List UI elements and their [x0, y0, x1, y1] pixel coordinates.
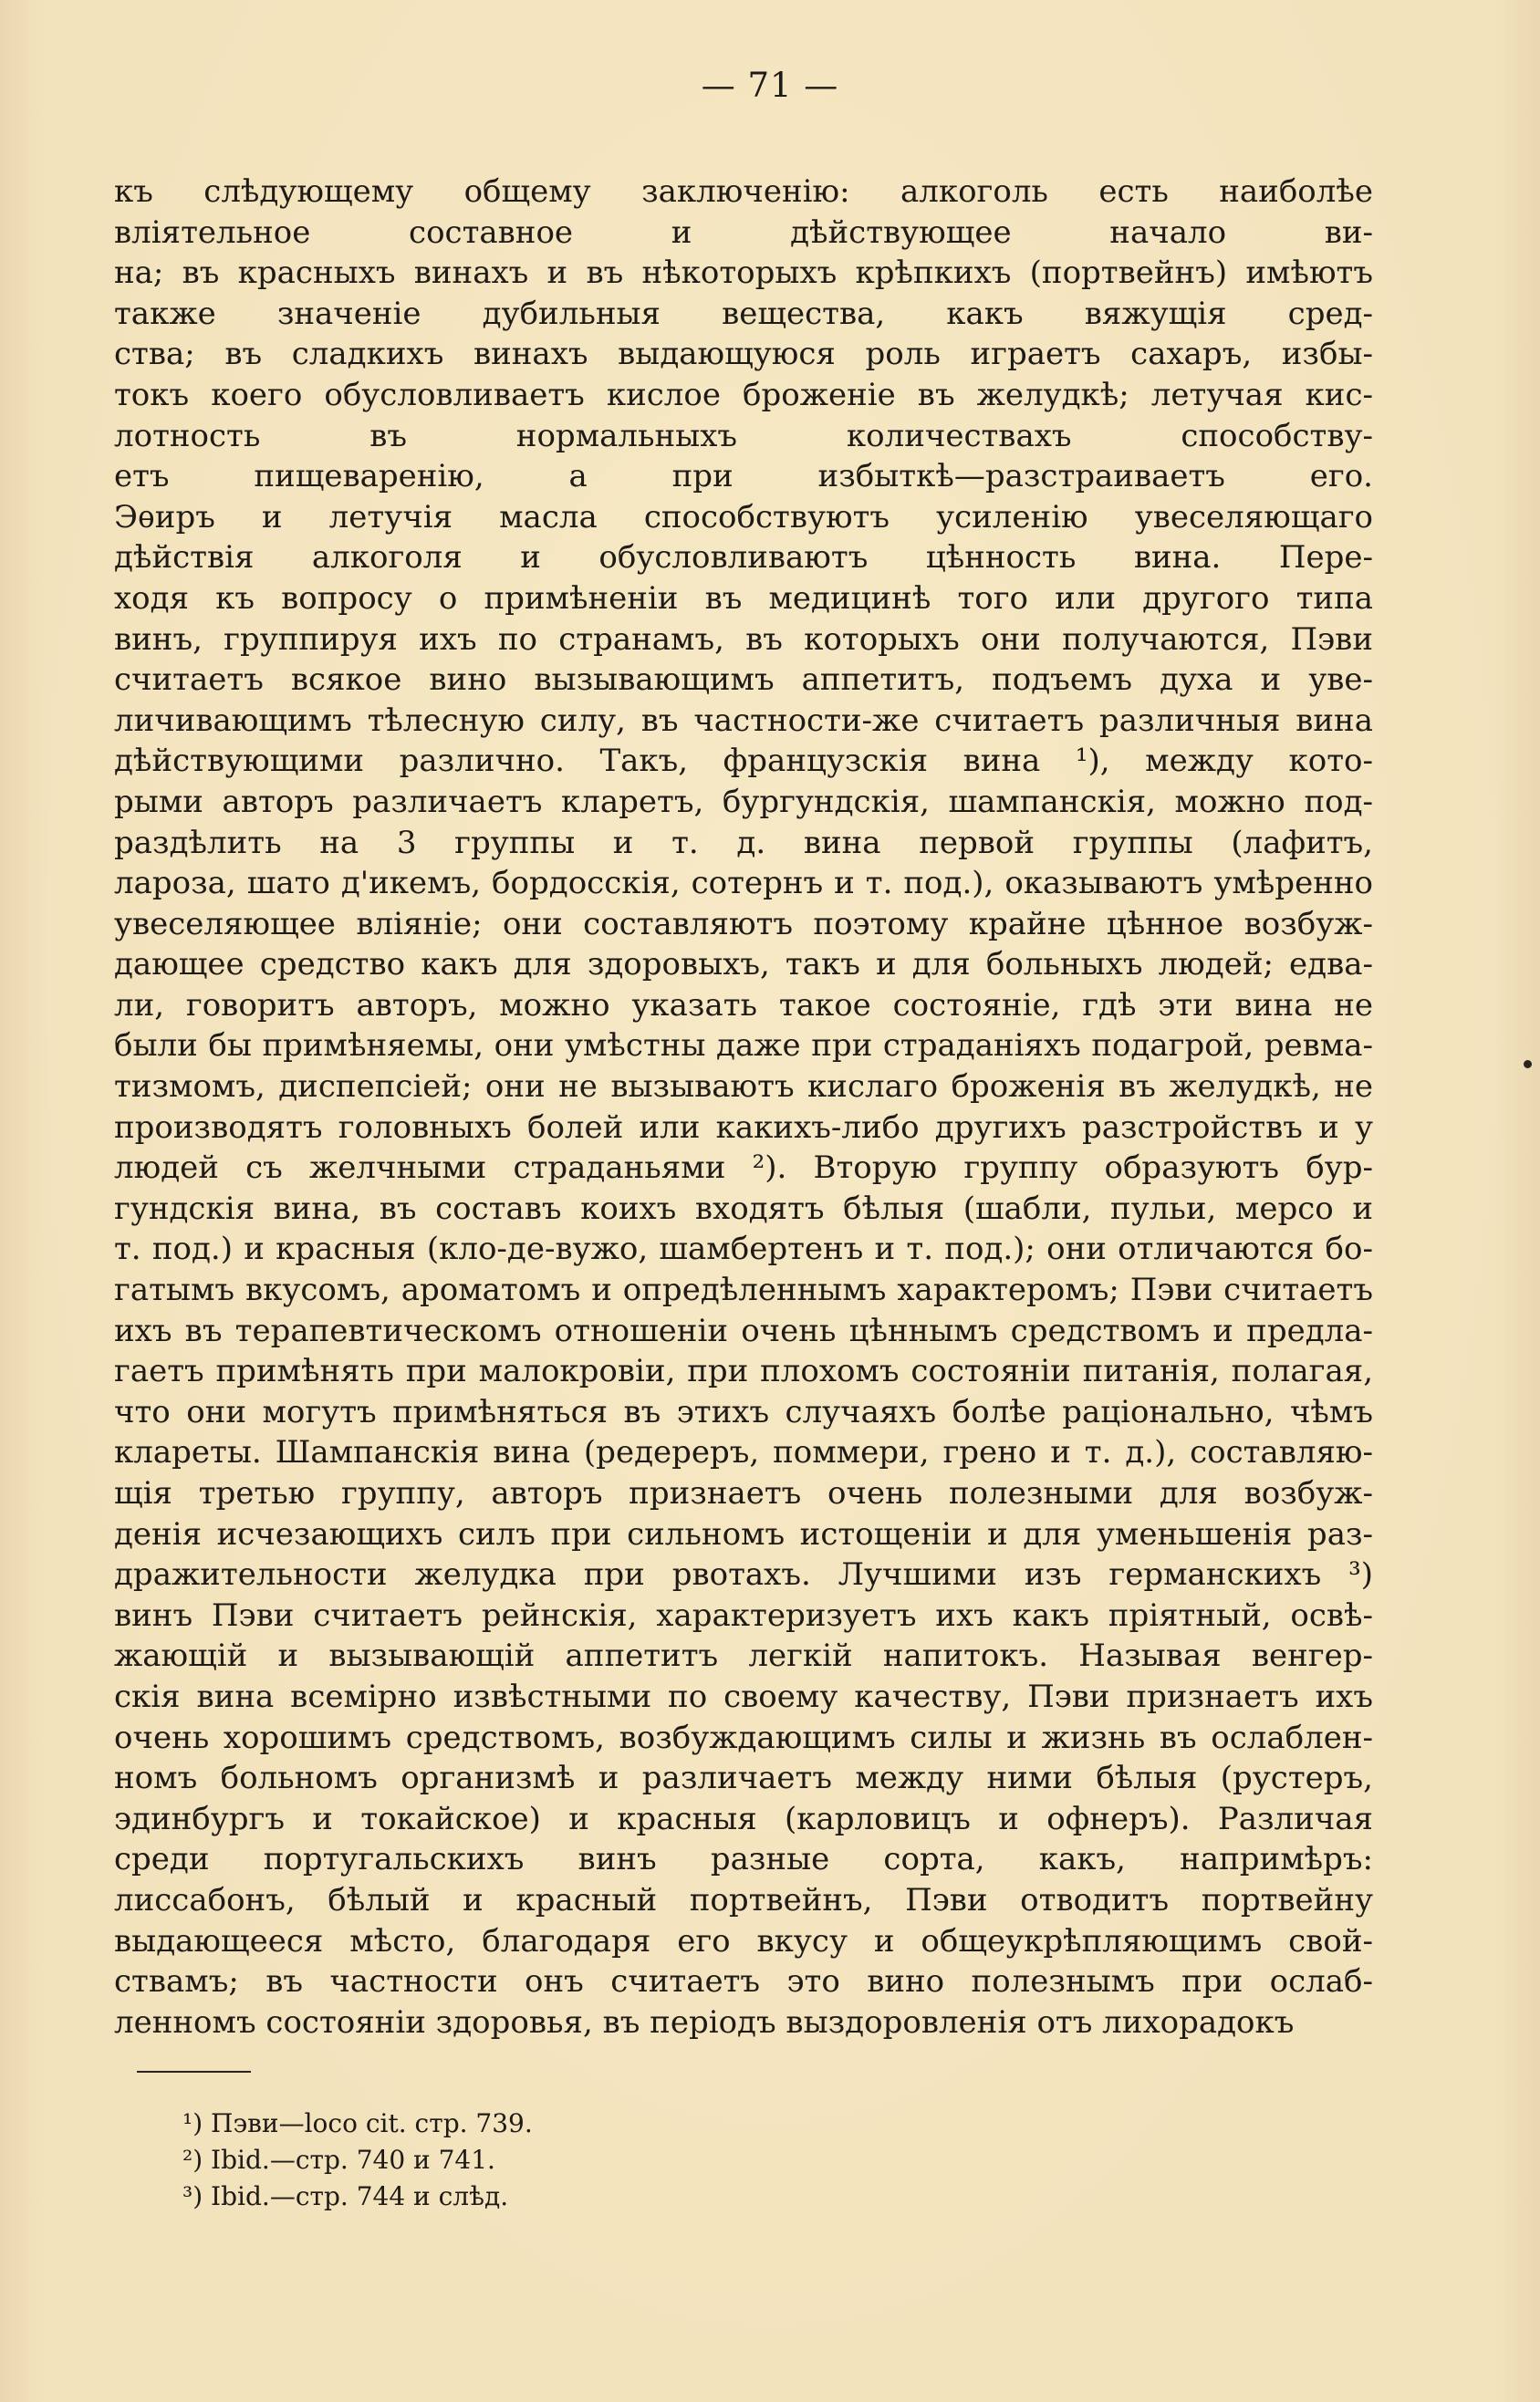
- text-line: ствамъ; въ частности онъ считаетъ это вино полезнымъ при ослаб-: [114, 1963, 1373, 2001]
- text-line: выдающееся мѣсто, благодаря его вкусу и общеукрѣпляющимъ свой-: [114, 1922, 1373, 1960]
- text-line: дающее средство какъ для здоровыхъ, такъ и для больныхъ людей; едва-: [114, 946, 1373, 983]
- text-line: лароза, шато д'икемъ, бордосскія, сотернъ и т. под.), оказываютъ умѣренно: [114, 865, 1373, 902]
- text-line: считаетъ всякое вино вызывающимъ аппетитъ, подъемъ духа и уве-: [114, 661, 1373, 699]
- text-line: ства; въ сладкихъ винахъ выдающуюся роль играетъ сахаръ, избы-: [114, 336, 1373, 373]
- text-line: скія вина всемірно извѣстными по своему качеству, Пэви признаетъ ихъ: [114, 1678, 1373, 1715]
- text-line: къ слѣдующему общему заключенію: алкоголь есть наиболѣе: [114, 173, 1373, 210]
- text-line: личивающимъ тѣлесную силу, въ частности-же считаетъ различныя вина: [114, 702, 1373, 739]
- text-line: винъ, группируя ихъ по странамъ, въ которыхъ они получаются, Пэви: [114, 620, 1373, 658]
- text-line: эдинбургъ и токайское) и красныя (карловицъ и офнеръ). Различая: [114, 1800, 1373, 1837]
- footnote-divider: [137, 2071, 251, 2073]
- text-line: дѣйствующими различно. Такъ, французскія вина ¹), между кото-: [114, 743, 1373, 780]
- text-line: винъ Пэви считаетъ рейнскія, характеризуетъ ихъ какъ пріятный, освѣ-: [114, 1596, 1373, 1634]
- text-line: вліятельное составное и дѣйствующее начало ви-: [114, 213, 1373, 251]
- text-line: гатымъ вкусомъ, ароматомъ и опредѣленнымъ характеромъ; Пэви считаетъ: [114, 1272, 1373, 1309]
- body-text: [114, 172, 1373, 2043]
- text-line: токъ коего обусловливаетъ кислое броженіе въ желудкѣ; летучая кис-: [114, 376, 1373, 413]
- text-line: производятъ головныхъ болей или какихъ-либо другихъ разстройствъ и у: [114, 1108, 1373, 1146]
- text-line: раздѣлить на 3 группы и т. д. вина первой группы (лафитъ,: [114, 824, 1373, 861]
- text-line: дѣйствія алкоголя и обусловливаютъ цѣнность вина. Пере-: [114, 539, 1373, 577]
- text-line: клареты. Шампанскія вина (редереръ, поммери, грено и т. д.), составляю-: [114, 1434, 1373, 1471]
- text-line: Эѳиръ и летучія масла способствуютъ усиленію увеселяющаго: [114, 498, 1373, 536]
- text-line: людей съ желчными страданьями ²). Вторую группу образуютъ бур-: [114, 1149, 1373, 1187]
- text-line: рыми авторъ различаетъ кларетъ, бургундскія, шампанскія, можно под-: [114, 783, 1373, 820]
- text-line: также значеніе дубильныя вещества, какъ вяжущія сред-: [114, 295, 1373, 332]
- text-line: увеселяющее вліяніе; они составляютъ поэтому крайне цѣнное возбуж-: [114, 905, 1373, 942]
- text-line: жающій и вызывающій аппетитъ легкій напитокъ. Называя венгер-: [114, 1638, 1373, 1675]
- page-number: — 71 —: [701, 66, 839, 105]
- text-line: щія третью группу, авторъ признаетъ очень полезными для возбуж-: [114, 1475, 1373, 1512]
- text-line: были бы примѣняемы, они умѣстны даже при страданіяхъ подагрой, ревма-: [114, 1027, 1373, 1065]
- text-line: гаетъ примѣнять при малокровіи, при плохомъ состояніи питанія, полагая,: [114, 1353, 1373, 1390]
- text-line: номъ больномъ организмѣ и различаетъ между ними бѣлыя (рустеръ,: [114, 1760, 1373, 1797]
- text-line: среди португальскихъ винъ разные сорта, какъ, напримѣръ:: [114, 1841, 1373, 1878]
- text-line: ли, говоритъ авторъ, можно указать такое состояніе, гдѣ эти вина не: [114, 986, 1373, 1024]
- text-line: очень хорошимъ средствомъ, возбуждающимъ силы и жизнь въ ослаблен-: [114, 1719, 1373, 1756]
- text-line: дражительности желудка при рвотахъ. Лучшими изъ германскихъ ³): [114, 1556, 1373, 1594]
- text-line: етъ пищеваренію, а при избыткѣ—разстраиваетъ его.: [114, 458, 1373, 495]
- footnotes: [182, 2106, 912, 2215]
- ink-spot: [1524, 1060, 1532, 1068]
- footnote: ³) Ibid.—стр. 744 и слѣд.: [182, 2181, 509, 2211]
- text-line: ленномъ состояніи здоровья, въ періодъ выздоровленія отъ лихорадокъ: [114, 2003, 1295, 2041]
- text-line: ихъ въ терапевтическомъ отношеніи очень цѣннымъ средствомъ и предла-: [114, 1312, 1373, 1349]
- text-line: на; въ красныхъ винахъ и въ нѣкоторыхъ крѣпкихъ (портвейнъ) имѣютъ: [114, 255, 1373, 292]
- text-line: денія исчезающихъ силъ при сильномъ истощеніи и для уменьшенія раз-: [114, 1515, 1373, 1553]
- text-line: гундскія вина, въ составъ коихъ входятъ бѣлыя (шабли, пульи, мерсо и: [114, 1190, 1373, 1227]
- text-line: т. под.) и красныя (кло-де-вужо, шамбертенъ и т. под.); они отличаются бо-: [114, 1231, 1373, 1268]
- text-line: лотность въ нормальныхъ количествахъ способству-: [114, 417, 1373, 454]
- footnote: ²) Ibid.—стр. 740 и 741.: [182, 2145, 495, 2175]
- text-line: тизмомъ, диспепсіей; они не вызываютъ кислаго броженія въ желудкѣ, не: [114, 1068, 1373, 1106]
- footnote: ¹) Пэви—loco cit. стр. 739.: [182, 2108, 533, 2138]
- text-line: лиссабонъ, бѣлый и красный портвейнъ, Пэви отводитъ портвейну: [114, 1881, 1373, 1918]
- text-line: ходя къ вопросу о примѣненіи въ медицинѣ того или другого типа: [114, 579, 1373, 617]
- text-line: что они могутъ примѣняться въ этихъ случаяхъ болѣе раціонально, чѣмъ: [114, 1393, 1373, 1430]
